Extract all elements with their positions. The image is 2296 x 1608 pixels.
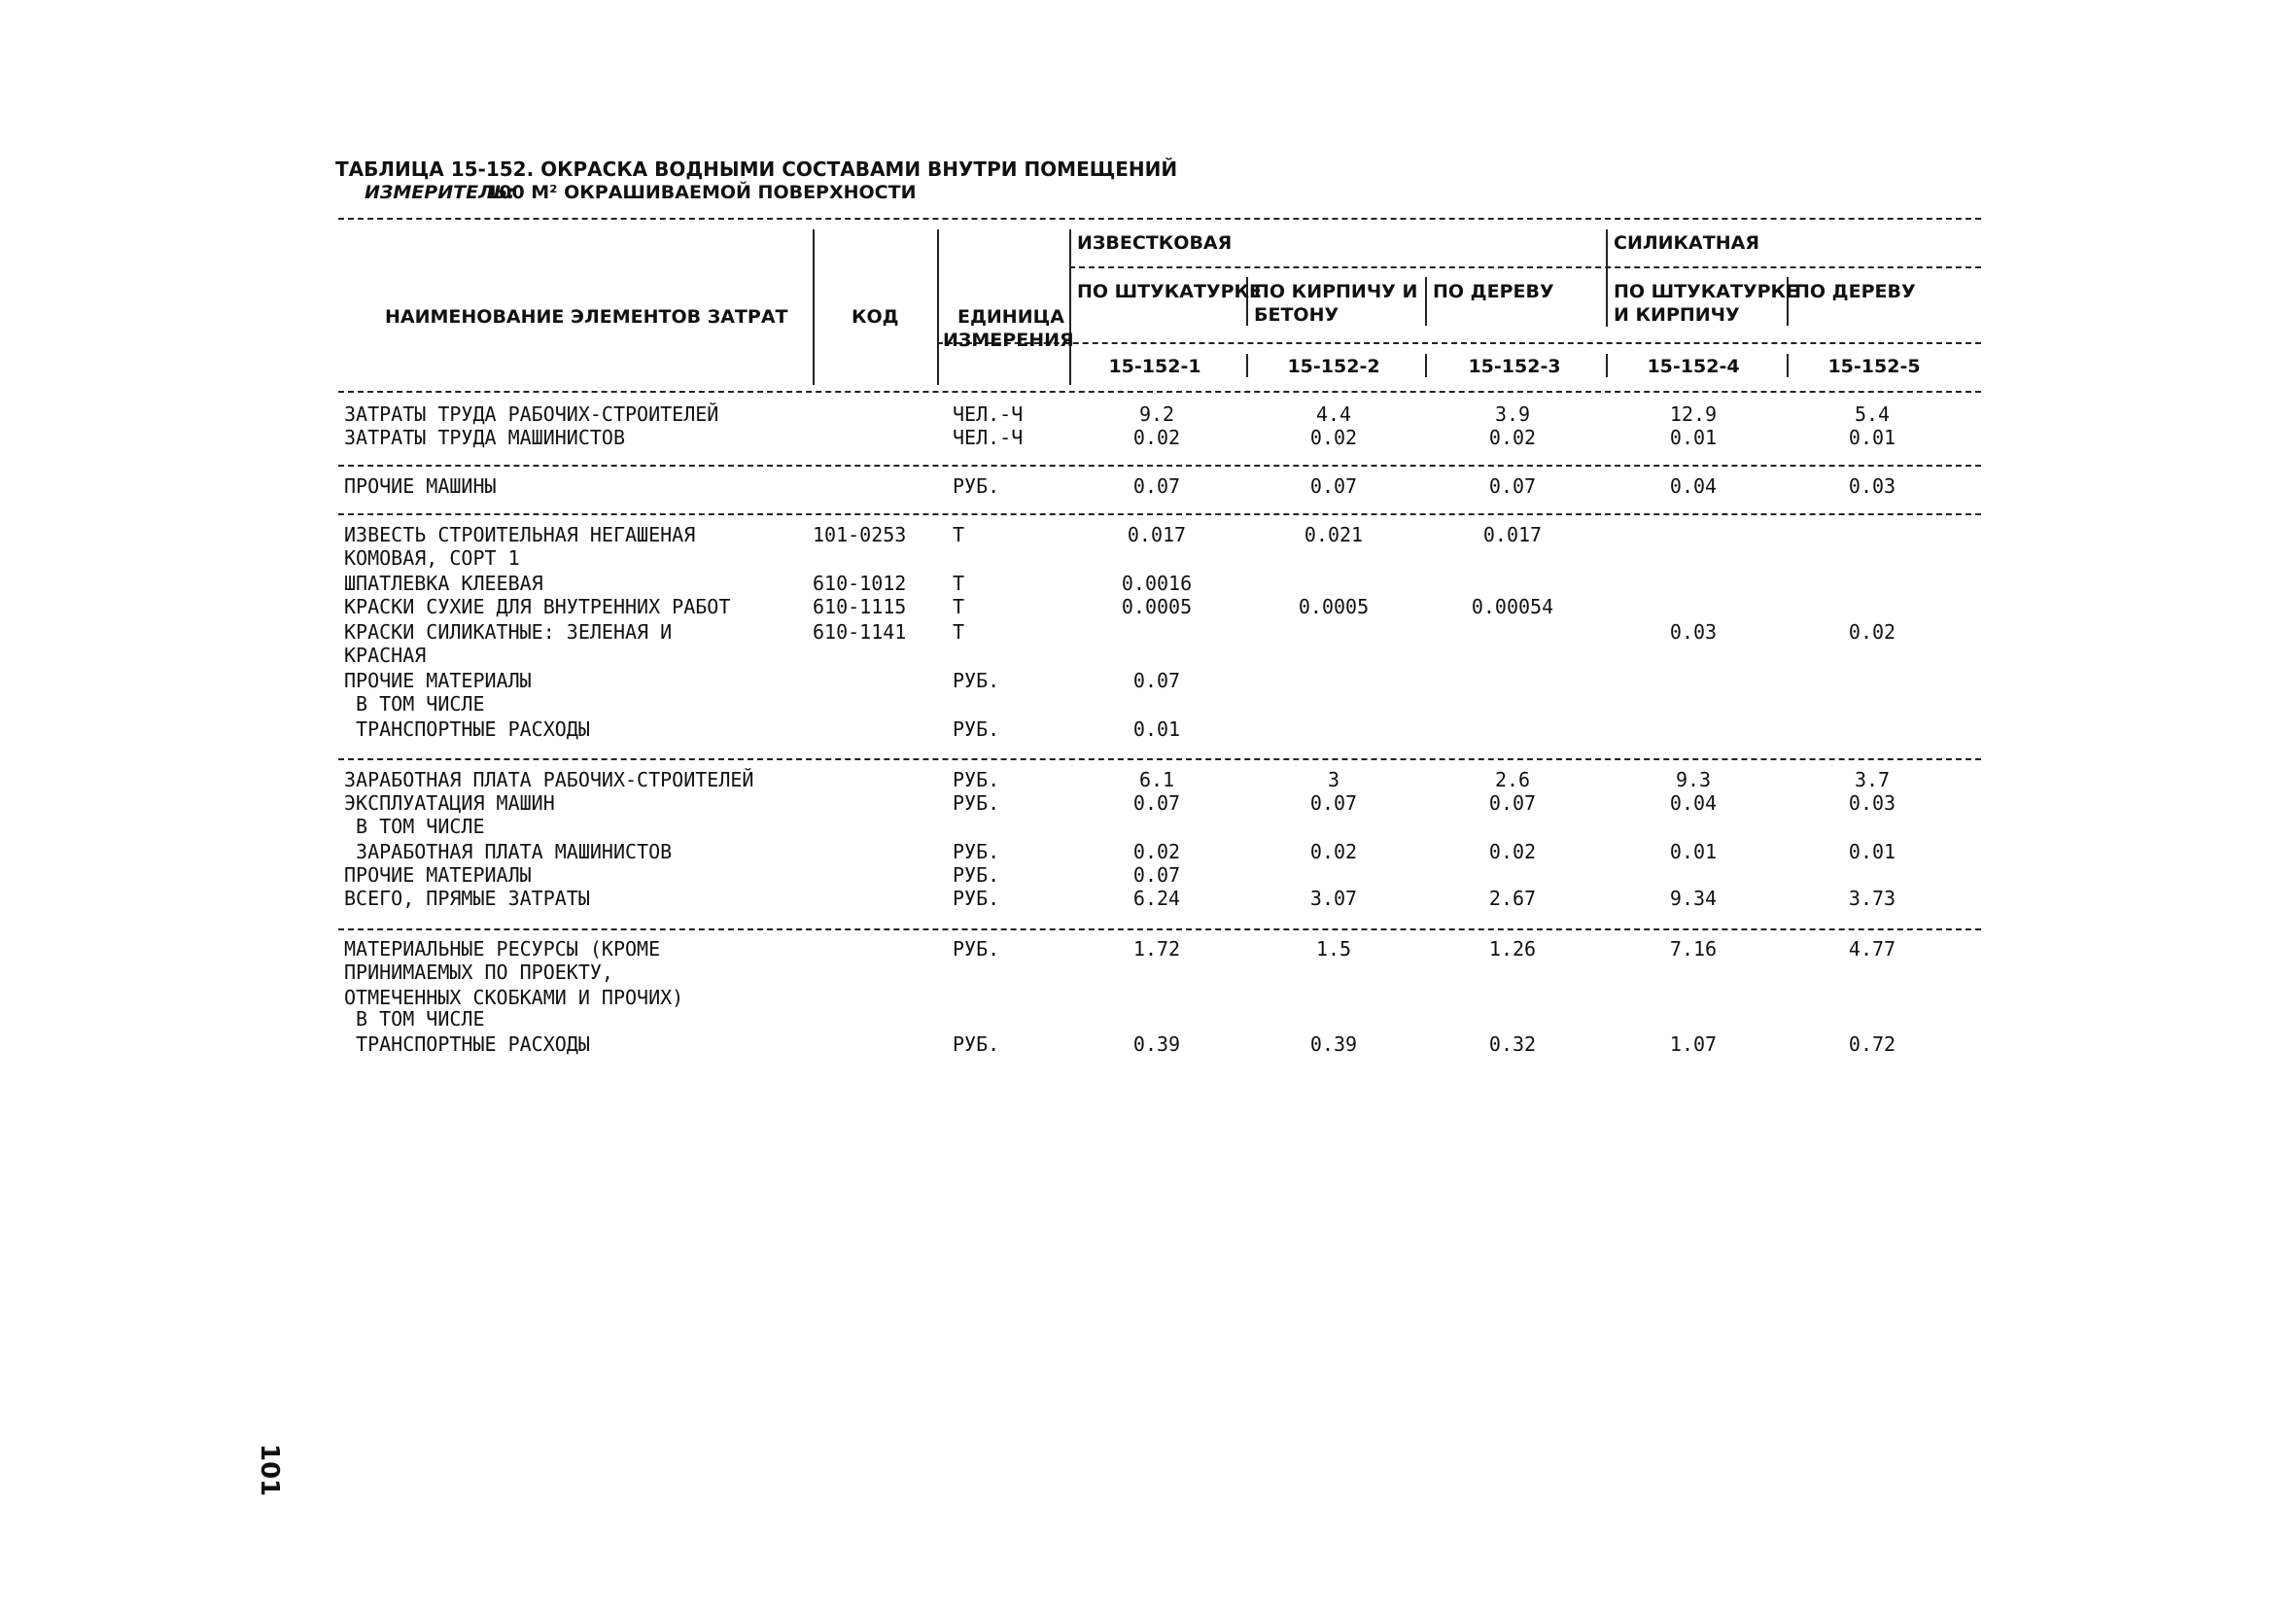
row-value: 9.2 (1138, 402, 1175, 426)
measure-label: ИЗМЕРИТЕЛЬ: (365, 182, 515, 203)
section-rule (338, 465, 1981, 467)
row-value: 3.9 (1494, 402, 1531, 426)
row-unit: РУБ. (953, 840, 1000, 863)
row-value: 0.03 (1848, 791, 1896, 815)
row-name: В ТОМ ЧИСЛЕ (344, 1007, 485, 1031)
row-code: 610-1115 (813, 595, 907, 618)
section-rule (338, 758, 1981, 760)
row-name: В ТОМ ЧИСЛЕ (344, 815, 485, 838)
row-name: В ТОМ ЧИСЛЕ (344, 692, 485, 716)
row-value: 0.72 (1848, 1032, 1896, 1056)
row-unit: Т (953, 572, 965, 595)
row-unit: Т (953, 620, 965, 644)
header-divider (937, 229, 939, 385)
row-name: КРАСКИ СУХИЕ ДЛЯ ВНУТРЕННИХ РАБОТ (344, 595, 731, 618)
row-value: 0.0005 (1298, 595, 1370, 618)
row-value: 0.07 (1488, 791, 1537, 815)
row-value: 0.017 (1127, 523, 1187, 546)
header-divider (1425, 354, 1427, 377)
row-name: ИЗВЕСТЬ СТРОИТЕЛЬНАЯ НЕГАШЕНАЯ (344, 523, 696, 546)
row-unit: Т (953, 523, 965, 546)
row-value: 0.03 (1669, 620, 1718, 644)
header-col-code: 15-152-4 (1647, 356, 1740, 377)
header-divider (1246, 354, 1248, 377)
row-name: ПРОЧИЕ МАТЕРИАЛЫ (344, 863, 532, 887)
row-name: ОТМЕЧЕННЫХ СКОБКАМИ И ПРОЧИХ) (344, 986, 684, 1009)
header-sub: ПО ШТУКАТУРКЕ (1614, 281, 1799, 302)
row-value: 0.07 (1132, 669, 1181, 692)
row-code: 610-1012 (813, 572, 907, 595)
row-value: 0.0016 (1121, 572, 1193, 595)
row-value: 1.07 (1669, 1032, 1718, 1056)
row-name: КРАСНАЯ (344, 644, 427, 667)
row-name: ПРОЧИЕ МАТЕРИАЛЫ (344, 669, 532, 692)
row-value: 5.4 (1854, 402, 1891, 426)
row-value: 1.5 (1315, 937, 1352, 961)
row-value: 3 (1327, 768, 1340, 791)
row-name: КРАСКИ СИЛИКАТНЫЕ: ЗЕЛЕНАЯ И (344, 620, 673, 644)
row-value: 0.07 (1488, 474, 1537, 498)
header-sub: И КИРПИЧУ (1614, 304, 1740, 326)
row-value: 3.7 (1854, 768, 1891, 791)
row-value: 0.07 (1132, 863, 1181, 887)
row-value: 4.4 (1315, 402, 1352, 426)
row-value: 0.39 (1309, 1032, 1358, 1056)
row-unit: ЧЕЛ.-Ч (953, 426, 1024, 449)
row-name: ЗАТРАТЫ ТРУДА МАШИНИСТОВ (344, 426, 625, 449)
row-name: МАТЕРИАЛЬНЫЕ РЕСУРСЫ (КРОМЕ (344, 937, 661, 961)
page-number: 101 (255, 1444, 284, 1497)
row-value: 0.07 (1132, 474, 1181, 498)
row-value: 0.02 (1488, 426, 1537, 449)
sub-rule (937, 342, 1981, 344)
header-divider (1606, 229, 1608, 327)
header-group-silicate: СИЛИКАТНАЯ (1614, 232, 1759, 254)
top-rule (338, 218, 1981, 220)
header-divider (1606, 354, 1608, 377)
row-name: ТРАНСПОРТНЫЕ РАСХОДЫ (344, 717, 590, 741)
section-rule (338, 513, 1981, 515)
header-col-code: 15-152-5 (1827, 356, 1921, 377)
header-col-code: 15-152-2 (1287, 356, 1380, 377)
row-unit: РУБ. (953, 474, 1000, 498)
row-value: 3.73 (1848, 887, 1896, 910)
row-unit: РУБ. (953, 937, 1000, 961)
row-value: 0.0005 (1121, 595, 1193, 618)
row-name: ЗАРАБОТНАЯ ПЛАТА РАБОЧИХ-СТРОИТЕЛЕЙ (344, 768, 754, 791)
section-rule (338, 928, 1981, 930)
row-value: 0.017 (1482, 523, 1543, 546)
header-sub: ПО ШТУКАТУРКЕ (1077, 281, 1263, 302)
row-value: 0.02 (1488, 840, 1537, 863)
row-value: 0.02 (1309, 426, 1358, 449)
row-value: 0.32 (1488, 1032, 1537, 1056)
header-divider (813, 229, 815, 385)
header-unit: ИЗМЕРЕНИЯ (943, 330, 1074, 351)
row-unit: РУБ. (953, 1032, 1000, 1056)
header-name: НАИМЕНОВАНИЕ ЭЛЕМЕНТОВ ЗАТРАТ (385, 306, 788, 328)
row-name: КОМОВАЯ, СОРТ 1 (344, 546, 520, 570)
row-value: 0.07 (1309, 791, 1358, 815)
row-unit: РУБ. (953, 887, 1000, 910)
row-value: 9.3 (1675, 768, 1712, 791)
row-code: 610-1141 (813, 620, 907, 644)
row-value: 0.00054 (1471, 595, 1554, 618)
row-unit: РУБ. (953, 717, 1000, 741)
row-value: 0.01 (1669, 426, 1718, 449)
row-value: 1.26 (1488, 937, 1537, 961)
measure-value: 100 М² ОКРАШИВАЕМОЙ ПОВЕРХНОСТИ (486, 182, 917, 203)
header-sub: ПО ДЕРЕВУ (1433, 281, 1554, 302)
row-value: 6.24 (1132, 887, 1181, 910)
row-value: 0.02 (1309, 840, 1358, 863)
row-name: ТРАНСПОРТНЫЕ РАСХОДЫ (344, 1032, 590, 1056)
row-unit: Т (953, 595, 965, 618)
row-value: 4.77 (1848, 937, 1896, 961)
row-value: 0.01 (1848, 426, 1896, 449)
row-value: 0.39 (1132, 1032, 1181, 1056)
row-value: 7.16 (1669, 937, 1718, 961)
row-unit: РУБ. (953, 863, 1000, 887)
row-value: 2.6 (1494, 768, 1531, 791)
row-unit: РУБ. (953, 669, 1000, 692)
row-value: 2.67 (1488, 887, 1537, 910)
row-value: 0.021 (1304, 523, 1364, 546)
group-rule (1069, 266, 1981, 268)
header-sub: ПО ДЕРЕВУ (1794, 281, 1916, 302)
row-value: 0.07 (1132, 791, 1181, 815)
header-unit: ЕДИНИЦА (957, 306, 1064, 328)
header-col-code: 15-152-1 (1108, 356, 1201, 377)
header-bottom-rule (338, 391, 1981, 393)
row-name: ЭКСПЛУАТАЦИЯ МАШИН (344, 791, 555, 815)
row-unit: РУБ. (953, 768, 1000, 791)
header-group-lime: ИЗВЕСТКОВАЯ (1077, 232, 1233, 254)
row-value: 0.04 (1669, 474, 1718, 498)
row-value: 0.02 (1132, 840, 1181, 863)
row-value: 0.02 (1848, 620, 1896, 644)
header-sub: БЕТОНУ (1254, 304, 1339, 326)
header-sub: ПО КИРПИЧУ И (1254, 281, 1418, 302)
row-name: ВСЕГО, ПРЯМЫЕ ЗАТРАТЫ (344, 887, 590, 910)
row-value: 0.03 (1848, 474, 1896, 498)
row-value: 0.01 (1132, 717, 1181, 741)
row-unit: ЧЕЛ.-Ч (953, 402, 1024, 426)
row-value: 0.04 (1669, 791, 1718, 815)
header-code: КОД (852, 306, 899, 328)
row-value: 9.34 (1669, 887, 1718, 910)
header-divider (1069, 229, 1071, 385)
row-value: 0.02 (1132, 426, 1181, 449)
row-name: ЗАРАБОТНАЯ ПЛАТА МАШИНИСТОВ (344, 840, 673, 863)
row-value: 3.07 (1309, 887, 1358, 910)
row-name: ПРОЧИЕ МАШИНЫ (344, 474, 497, 498)
row-name: ШПАТЛЕВКА КЛЕЕВАЯ (344, 572, 543, 595)
row-value: 1.72 (1132, 937, 1181, 961)
header-col-code: 15-152-3 (1468, 356, 1561, 377)
row-unit: РУБ. (953, 791, 1000, 815)
table-title: ТАБЛИЦА 15-152. ОКРАСКА ВОДНЫМИ СОСТАВАМИ ВНУТРИ ПОМЕЩЕНИЙ (335, 157, 1178, 181)
row-name: ПРИНИМАЕМЫХ ПО ПРОЕКТУ, (344, 961, 613, 984)
row-value: 12.9 (1669, 402, 1718, 426)
header-divider (1425, 277, 1427, 326)
row-code: 101-0253 (813, 523, 907, 546)
row-value: 0.07 (1309, 474, 1358, 498)
row-value: 0.01 (1669, 840, 1718, 863)
header-divider (1787, 354, 1789, 377)
row-value: 0.01 (1848, 840, 1896, 863)
row-name: ЗАТРАТЫ ТРУДА РАБОЧИХ-СТРОИТЕЛЕЙ (344, 402, 719, 426)
row-value: 6.1 (1138, 768, 1175, 791)
